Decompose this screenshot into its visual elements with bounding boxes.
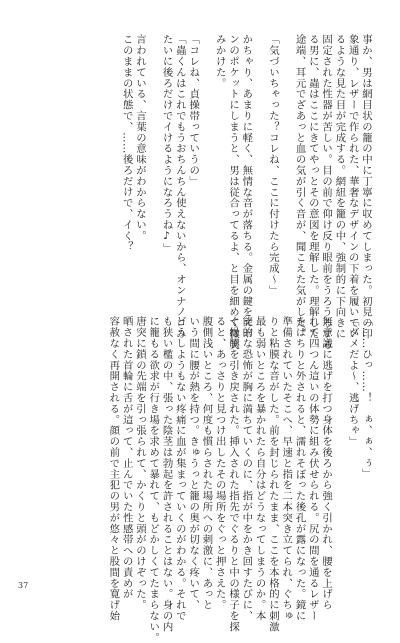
text-line: 「……ひっ……！ ぁ、ぁ、ぅ」 [360, 316, 372, 480]
text-line: 能的な恐怖が胸に満ちていくのに、指が中をかき回すたびに、 [240, 316, 253, 622]
upper-text-block [119, 34, 372, 351]
text-line: をぱちりと外されると、濡れそぼった後孔が露になった。鏡に [293, 316, 306, 622]
text-line: 象通り、レザーで作られた、華奢なデザインの下着を履いてい [346, 34, 359, 340]
text-line: たいに後ろだけでイけるようになろうね♪」 [160, 34, 173, 254]
text-line: 準備されていたそこへ、早速と指を二本突き立てられ、ぐちゅ [280, 316, 293, 622]
text-line: ぐ縁膜を引き戻された。挿入された指先でぐるりと中の様子を探 [227, 316, 240, 633]
page-number: 37 [18, 581, 29, 590]
text-line: 言われている、言葉の意味がわからない。 [133, 34, 146, 242]
text-line: いう間に腰が熱を持つ。きゅうっと籠の奥が切なく疼いて、 [187, 316, 200, 611]
text-line: る男に、蟲はここにきてやっとその意図を理解した。理解した [306, 34, 319, 340]
text-line: 唐突に鎖の先端を引っ張られて、かくりと頭がのけぞった。 [133, 316, 146, 611]
text-line [279, 34, 292, 310]
text-line [199, 34, 212, 310]
text-line: 固定された性器が苦しい。目の前で仰け反り眼前をうろうろする [320, 34, 333, 351]
text-line: どうしようもない疼痛に血が集まっていくのがわかる。それで [173, 316, 186, 622]
text-line: かちゃり、あまりに軽く、無情な音が落ちる。金属の鍵をズボ [240, 34, 253, 340]
text-line: れて四つん這いの体勢に組み伏せられる。尻の間を通るレザー [306, 316, 319, 622]
text-line [146, 34, 159, 310]
text-line: 「コレね、貞操帯っていうの」 [187, 34, 200, 187]
text-line: 途端、耳元でざあっと血の気が引く音が、聞こえた気がした。 [293, 34, 306, 340]
text-line: 「ダメだよ〜、逃げちゃ」 [346, 316, 359, 447]
text-line: 無意識に逃げを打つ身体を後ろから強く引かれ、腰を上げら [320, 316, 333, 611]
text-line [332, 316, 345, 566]
text-line: 「気づいちゃった？コレね、ここに付けたら完成〜」 [266, 34, 279, 296]
text-line: このままの状態で、……後ろだけで、イく？ [120, 34, 133, 252]
text-line: ると、あっさりと見つけ出したその場所をぐっと押さえた。 [213, 316, 226, 611]
text-line: 腹側浅いところ、何度も慣らされた場所への刺激に、あっと [200, 316, 213, 611]
text-line: ンのポケットにしまうと、男は従合ってるよ、と目を細めて微笑 [227, 34, 240, 351]
text-line: も狭い檻の中、張った陰茎は勃起を許されることはない。身の内 [160, 316, 173, 633]
text-line: 容赦なく再開される。顔の前で主犯の男が悠々と股間を寛げ始 [107, 316, 120, 622]
text-line: みかけた。 [213, 34, 226, 89]
lower-text-block [106, 316, 372, 643]
text-line [252, 34, 265, 310]
text-line: 晒された首輪に舌が這って、止んでいた性感帯への責めが [120, 316, 133, 600]
text-line: に籠もる欲求が行き場を求めて暴れて、もどかしくてたまらない。 [147, 316, 160, 643]
text-line: 「蟲くんはこれでもうおちんちん使えないから、オンナノコみ [173, 34, 186, 340]
text-line: るような見た目が完成する。網紐を籠の中、強制的に下向きに [333, 34, 346, 340]
text-line: 最も弱いところを暴かれたら自分はどうなってしまうのか。本 [253, 316, 266, 622]
text-line: りと粘膜な音がした。前を封じられたまま、ここを本格的に刺激 [266, 316, 279, 633]
text-line: 事か、男は網目状の籠の中に丁寧に収めてしまった。初見の印 [360, 34, 372, 340]
